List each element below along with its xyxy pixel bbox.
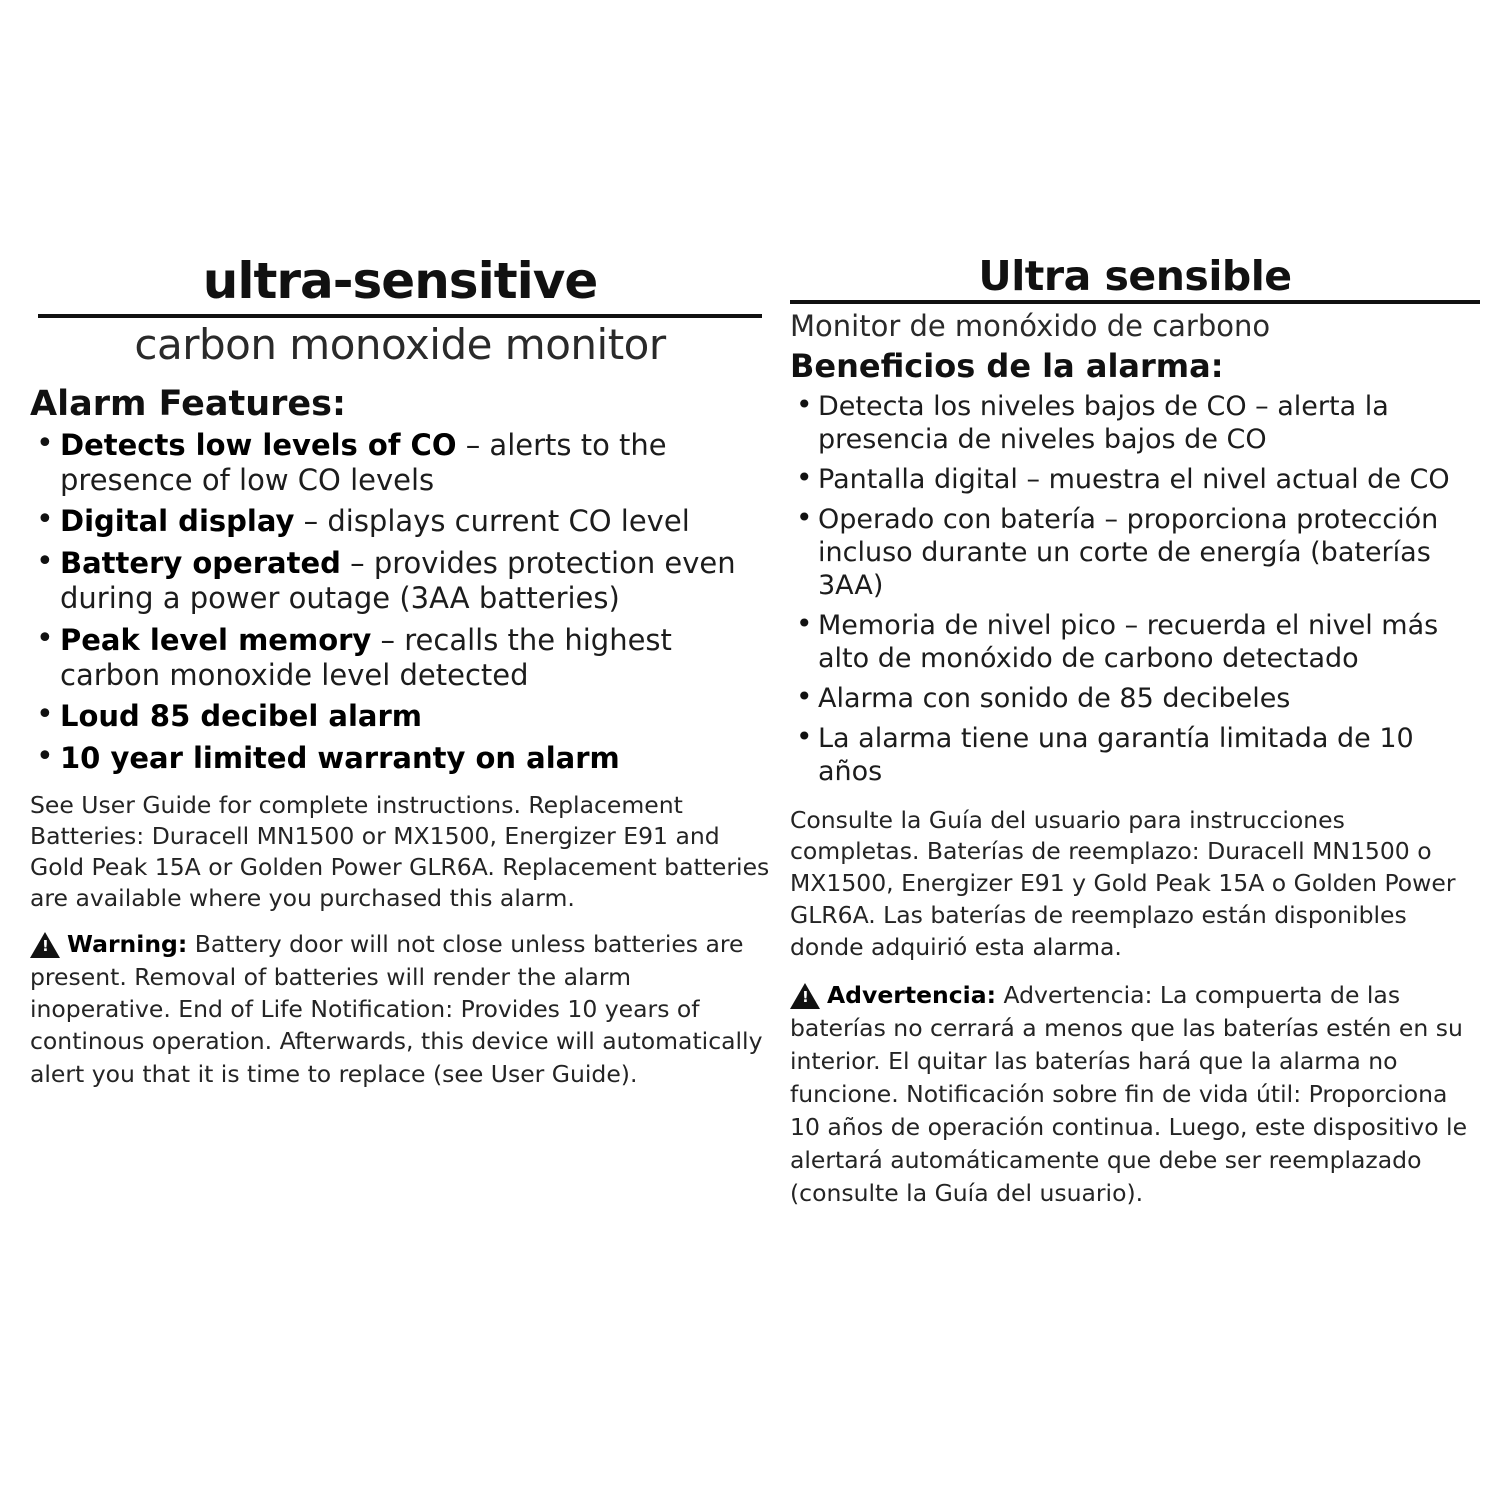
spanish-column <box>790 252 1480 1210</box>
list-item <box>30 546 770 617</box>
feature-label: Battery operated <box>60 545 341 580</box>
alarm-features-heading: Alarm Features: <box>30 383 346 424</box>
spanish-warning-block <box>790 979 1480 1209</box>
list-item: • Operado con batería – proporciona protección incluso durante un corte de energía (baterías 3AA) <box>790 504 1480 603</box>
list-item <box>30 428 770 499</box>
feature-detail: – recalls the highest carbon monoxide level detected <box>60 622 672 692</box>
alarm-benefits-heading: Beneficios de la alarma: <box>790 347 1224 386</box>
page-subtitle: carbon monoxide monitor <box>134 319 666 369</box>
list-item: • La alarma tiene una garantía limitada de 10 años <box>790 723 1480 789</box>
packaging-panel <box>0 252 1500 1245</box>
spanish-warning-label: Advertencia: <box>827 981 996 1010</box>
english-fineprint: See User Guide for complete instructions. Replacement Batteries: Duracell MN1500 or MX1500, Energizer E91 and Gold Peak 15A or Golden Power GLR6A. Replacement batteries are available where you purchased this alarm. <box>30 791 770 913</box>
warning-triangle-icon <box>790 983 820 1009</box>
list-item <box>30 741 770 776</box>
list-item: • Pantalla digital – muestra el nivel actual de CO <box>790 464 1480 497</box>
english-column <box>30 252 770 1090</box>
list-item: • Alarma con sonido de 85 decibeles <box>790 683 1480 716</box>
english-warning-label: Warning: <box>67 930 188 959</box>
list-item: • Memoria de nivel pico – recuerda el nivel más alto de monóxido de carbono detectado <box>790 610 1480 676</box>
feature-label: Digital display <box>60 504 295 539</box>
english-warning-block <box>30 928 770 1090</box>
warning-triangle-icon <box>30 932 60 958</box>
title-divider <box>38 314 762 318</box>
feature-detail: – alerts to the presence of low CO levels <box>60 427 667 498</box>
alarm-features-list <box>30 428 770 776</box>
feature-label: Peak level memory <box>60 622 372 657</box>
page-title-es: Ultra sensible <box>978 252 1292 300</box>
feature-label: 10 year limited warranty on alarm <box>60 740 620 775</box>
title-divider-es <box>790 300 1480 304</box>
spanish-fineprint: Consulte la Guía del usuario para instrucciones completas. Baterías de reemplazo: Duracell MN1500 o MX1500, Energizer E91 y Gold Peak 15A o Golden Power GLR6A. Las baterías de reemplazo están disponibles donde adquirió esta alarma. <box>790 805 1456 961</box>
list-item <box>30 623 770 694</box>
english-warning-text: Battery door will not close unless batteries are present. Removal of batteries will render the alarm inoperative. End of Life Notification: Provides 10 years of continous operation. Afterwards, this device will automatically alert you that it is time to replace (see User Guide). <box>30 930 763 1088</box>
list-item: • Detecta los niveles bajos de CO – alerta la presencia de niveles bajos de CO <box>790 391 1480 457</box>
feature-label: Detects low levels of CO <box>60 427 457 462</box>
warning-exclamation-glyph: ! <box>42 937 49 956</box>
list-item <box>30 699 770 734</box>
spanish-warning-text: Advertencia: La compuerta de las baterías no cerrará a menos que las baterías estén en su interior. El quitar las baterías hará que la alarma no funcione. Notificación sobre fin de vida útil: Proporciona 10 años de operación continua. Luego, este dispositivo le alertará automáticamente que debe ser reemplazado (consulte la Guía del usuario). <box>790 981 1468 1207</box>
page-title: ultra-sensitive <box>202 252 598 310</box>
page-subtitle-es: Monitor de monóxido de carbono <box>790 309 1271 344</box>
warning-exclamation-glyph: ! <box>802 988 809 1007</box>
list-item <box>30 504 770 539</box>
feature-detail: – displays current CO level <box>294 504 690 539</box>
feature-label: Loud 85 decibel alarm <box>60 699 422 734</box>
alarm-benefits-list <box>790 391 1480 788</box>
feature-detail: – provides protection even during a power outage (3AA batteries) <box>60 545 736 616</box>
